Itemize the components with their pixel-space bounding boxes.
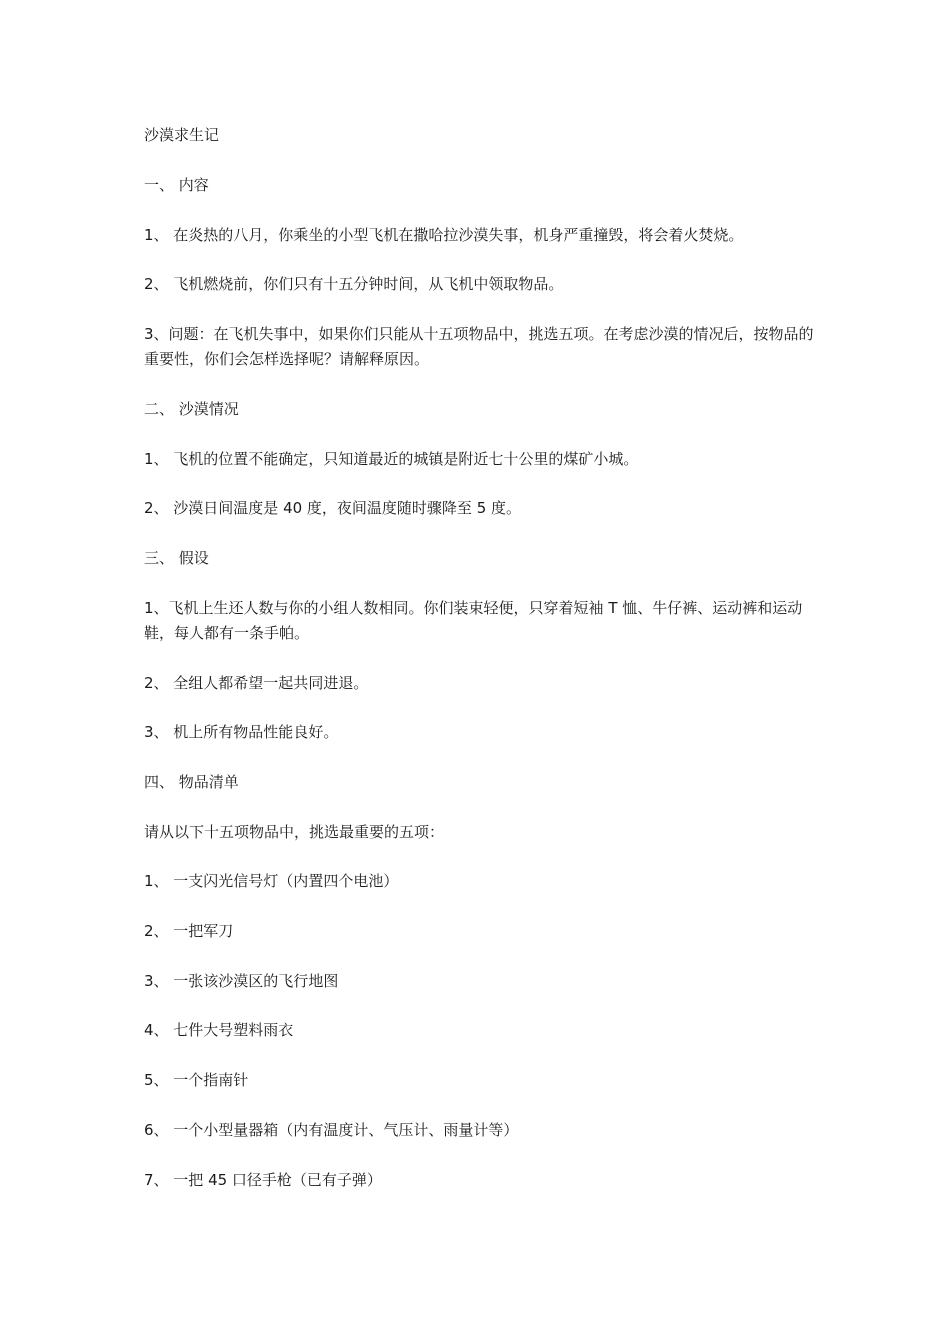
paragraph: 2、 全组人都希望一起共同进退。	[144, 674, 369, 692]
list-item: 7、 一把 45 口径手枪（已有子弹）	[144, 1171, 382, 1189]
paragraph: 3、问题：在飞机失事中，如果你们只能从十五项物品中，挑选五项。在考虑沙漠的情况后，按物品的重要性，你们会怎样选择呢？请解释原因。	[144, 325, 814, 368]
paragraph: 请从以下十五项物品中，挑选最重要的五项：	[144, 823, 445, 841]
list-item: 6、 一个小型量器箱（内有温度计、气压计、雨量计等）	[144, 1121, 519, 1139]
paragraph: 1、飞机上生还人数与你的小组人数相同。你们装束轻便，只穿着短袖 T 恤、牛仔裤、运动裤和运动鞋，每人都有一条手帕。	[144, 599, 803, 642]
paragraph: 2、 飞机燃烧前，你们只有十五分钟时间，从飞机中领取物品。	[144, 275, 564, 293]
list-item: 5、 一个指南针	[144, 1071, 249, 1089]
paragraph: 1、 飞机的位置不能确定，只知道最近的城镇是附近七十公里的煤矿小城。	[144, 450, 639, 468]
list-item: 1、 一支闪光信号灯（内置四个电池）	[144, 872, 399, 890]
document-title: 沙漠求生记	[144, 126, 220, 144]
section-heading-desert: 二、 沙漠情况	[144, 400, 239, 418]
paragraph: 1、 在炎热的八月，你乘坐的小型飞机在撒哈拉沙漠失事，机身严重撞毁，将会着火焚烧。	[144, 226, 744, 244]
list-item: 4、 七件大号塑料雨衣	[144, 1021, 294, 1039]
list-item: 3、 一张该沙漠区的飞行地图	[144, 972, 339, 990]
list-item: 2、 一把军刀	[144, 922, 234, 940]
paragraph: 3、 机上所有物品性能良好。	[144, 723, 339, 741]
section-heading-content: 一、 内容	[144, 176, 209, 194]
section-heading-assumptions: 三、 假设	[144, 549, 209, 567]
section-heading-item-list: 四、 物品清单	[144, 773, 239, 791]
paragraph: 2、 沙漠日间温度是 40 度，夜间温度随时骤降至 5 度。	[144, 499, 522, 517]
